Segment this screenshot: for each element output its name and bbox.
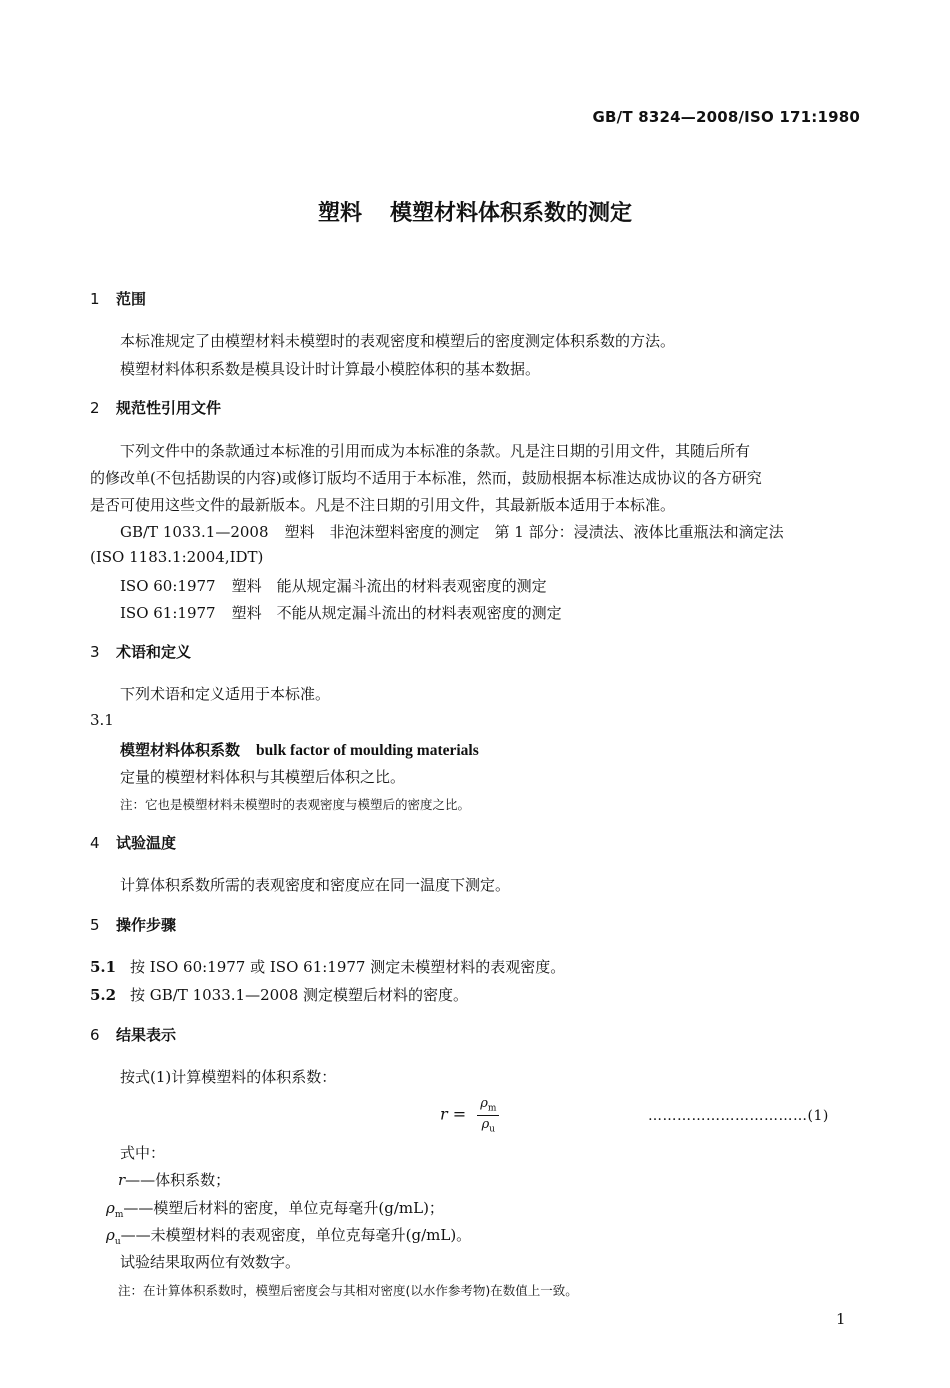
section-6-heading	[90, 1024, 176, 1045]
where-label: 式中：	[120, 1144, 166, 1162]
definition-text: ——未模塑材料的表观密度，单位克每毫升(g/mL)。	[120, 1226, 472, 1244]
section-number: 2	[90, 399, 100, 417]
reference-code: ISO 60:1977	[120, 577, 216, 595]
step-5-2	[90, 984, 468, 1005]
term-english: bulk factor of moulding materials	[256, 742, 479, 759]
section-number: 1	[90, 290, 100, 308]
section-6-note: 注：在计算体积系数时，模塑后密度会与其相对密度(以水作参考物)在数值上一致。	[118, 1283, 578, 1298]
formula-number: ……………………………(1)	[648, 1108, 829, 1124]
section-title: 术语和定义	[116, 643, 192, 661]
section-6-intro: 按式(1)计算模塑料的体积系数：	[120, 1068, 337, 1086]
section-1-heading	[90, 288, 146, 309]
symbol: r	[118, 1171, 126, 1189]
reference-3	[120, 602, 562, 623]
section-title: 规范性引用文件	[116, 399, 222, 417]
section-number: 5	[90, 916, 100, 934]
title-part-2: 模塑材料体积系数的测定	[390, 201, 633, 226]
reference-code: GB/T 1033.1—2008	[120, 523, 269, 541]
section-1-paragraph-1: 本标准规定了由模塑材料未模塑时的表观密度和模塑后的密度测定体积系数的方法。	[120, 332, 676, 350]
step-number: 5.2	[90, 986, 117, 1004]
section-3-paragraph-1: 下列术语和定义适用于本标准。	[120, 685, 331, 703]
section-number: 3	[90, 643, 100, 661]
section-4-paragraph-1: 计算体积系数所需的表观密度和密度应在同一温度下测定。	[120, 876, 511, 894]
section-3-note: 注：它也是模塑材料未模塑时的表观密度与模塑后的密度之比。	[120, 797, 471, 812]
definition-rho-u	[106, 1224, 471, 1247]
symbol: $\rho_u$	[106, 1226, 121, 1247]
section-4-heading	[90, 832, 176, 853]
section-title: 结果表示	[116, 1026, 177, 1044]
section-title: 试验温度	[116, 834, 177, 852]
section-1-paragraph-2: 模塑材料体积系数是模具设计时计算最小模腔体积的基本数据。	[120, 360, 541, 378]
symbol: $\rho_m$	[106, 1199, 124, 1220]
reference-title: 塑料 非泡沫塑料密度的测定 第 1 部分：浸渍法、液体比重瓶法和滴定法	[284, 523, 784, 541]
reference-2	[120, 575, 547, 596]
section-title: 操作步骤	[116, 916, 177, 934]
section-2-heading	[90, 397, 221, 418]
section-5-heading	[90, 914, 176, 935]
step-number: 5.1	[90, 958, 117, 976]
result-precision: 试验结果取两位有效数字。	[120, 1253, 301, 1271]
page-number: 1	[836, 1310, 846, 1328]
formula-denominator: $\rho_u$	[481, 1116, 496, 1135]
definition-text: ——模塑后材料的密度，单位克每毫升(g/mL)；	[123, 1199, 444, 1217]
section-number: 6	[90, 1026, 100, 1044]
section-2-line-2: 的修改单(不包括勘误的内容)或修订版均不适用于本标准，然而，鼓励根据本标准达成协议的各方研究	[90, 469, 762, 487]
step-text: 按 GB/T 1033.1—2008 测定模塑后材料的密度。	[130, 986, 469, 1004]
page-title	[0, 196, 950, 227]
step-5-1	[90, 956, 565, 977]
definition-text: ——体积系数；	[125, 1171, 231, 1189]
reference-title: 塑料 不能从规定漏斗流出的材料表观密度的测定	[231, 604, 562, 622]
term-definition: 定量的模塑材料体积与其模塑后体积之比。	[120, 768, 406, 786]
formula-1	[440, 1096, 499, 1134]
formula-fraction	[477, 1096, 499, 1134]
section-2-line-3: 是否可使用这些文件的最新版本。凡是不注日期的引用文件，其最新版本适用于本标准。	[90, 496, 676, 514]
reference-title: 塑料 能从规定漏斗流出的材料表观密度的测定	[231, 577, 547, 595]
step-text: 按 ISO 60:1977 或 ISO 61:1977 测定未模塑材料的表观密度。	[130, 958, 566, 976]
formula-numerator: $\rho_m$	[477, 1096, 499, 1116]
reference-1-continuation: (ISO 1183.1:2004,IDT)	[90, 548, 264, 566]
section-2-line-1: 下列文件中的条款通过本标准的引用而成为本标准的条款。凡是注日期的引用文件，其随后所有	[120, 442, 751, 460]
standard-code: GB/T 8324—2008/ISO 171:1980	[592, 108, 860, 126]
definition-r	[118, 1169, 230, 1190]
section-3-heading	[90, 641, 191, 662]
formula-lhs: r =	[440, 1104, 467, 1124]
definition-rho-m	[106, 1197, 444, 1220]
section-title: 范围	[116, 290, 147, 308]
section-number: 4	[90, 834, 100, 852]
term-entry	[120, 739, 479, 760]
reference-code: ISO 61:1977	[120, 604, 216, 622]
subsection-3-1-number: 3.1	[90, 711, 114, 729]
term-chinese: 模塑材料体积系数	[120, 741, 241, 759]
title-part-1: 塑料	[317, 201, 362, 226]
reference-1	[120, 521, 784, 542]
